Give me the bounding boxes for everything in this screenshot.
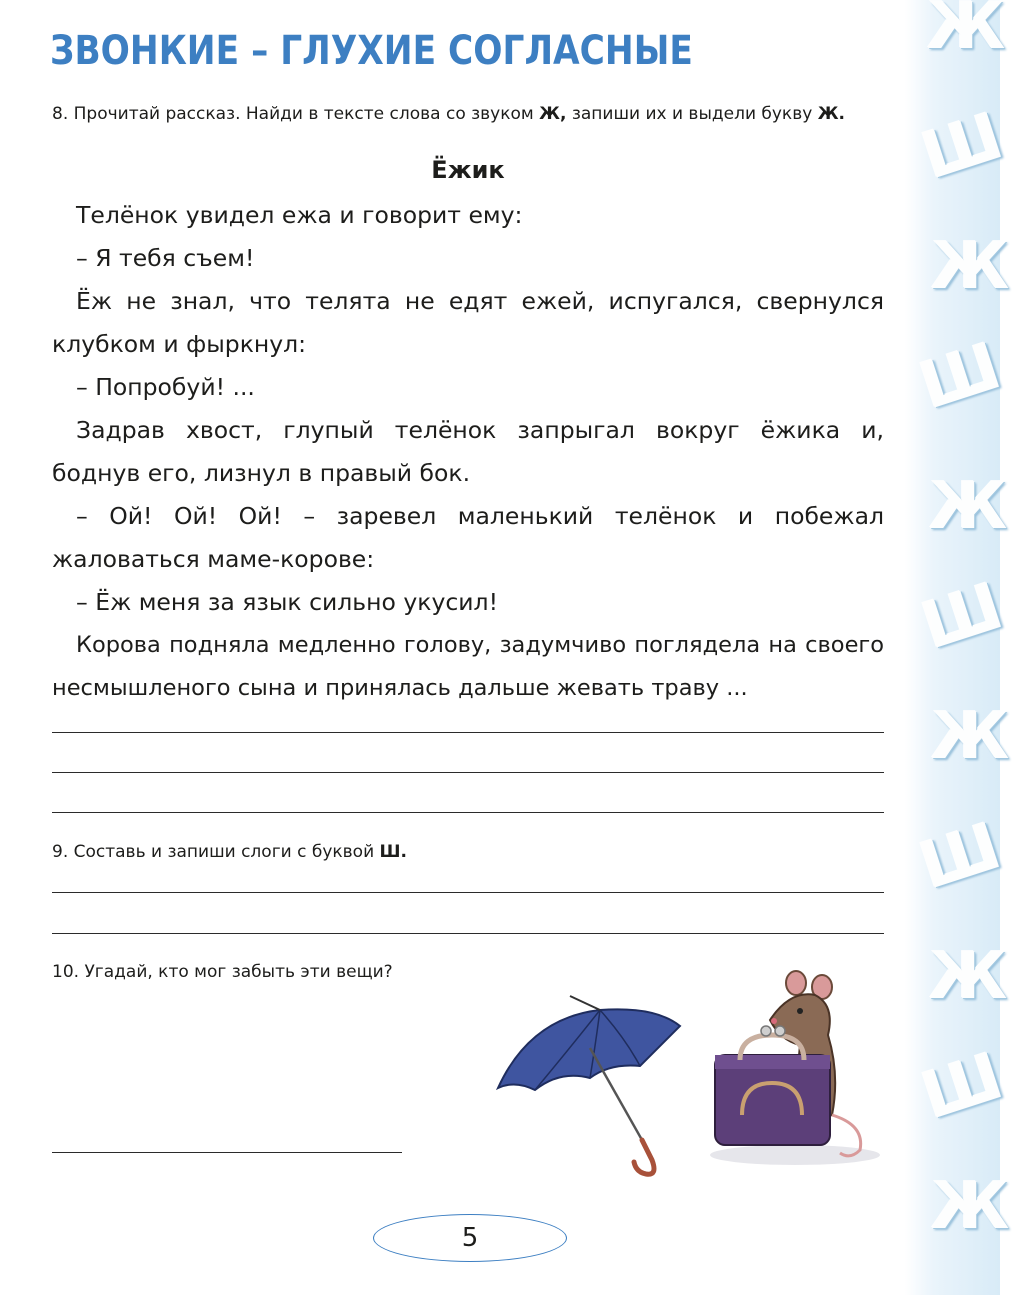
answer-line[interactable] (52, 812, 884, 813)
border-letter-zh-icon: Ж (931, 1170, 1010, 1244)
border-letter-sh-icon: Ш (913, 99, 1012, 195)
border-letter-zh-icon: Ж (931, 230, 1010, 304)
border-letter-zh-icon: Ж (927, 0, 1006, 64)
border-letter-sh-icon: Ш (913, 569, 1012, 665)
answer-line[interactable] (52, 892, 884, 893)
story-title: Ёжик (431, 156, 505, 184)
story-paragraph: – Ой! Ой! Ой! – заревел маленький телёнок и побежал жаловаться маме-корове: (52, 502, 884, 573)
page-number: 5 (373, 1214, 567, 1262)
border-letter-zh-icon: Ж (929, 940, 1008, 1014)
story-paragraph: Ёж не знал, что телята не едят ежей, испугался, свернулся клубком и фыркнул: (52, 287, 884, 358)
answer-line[interactable] (52, 933, 884, 934)
page-title: ЗВОНКИЕ – ГЛУХИЕ СОГЛАСНЫЕ (50, 28, 693, 74)
story-paragraph: Корова подняла медленно голову, задумчиво поглядела на своего несмышленого сына и принялась дальше жевать траву ... (52, 632, 884, 701)
task-8-instruction: 8. Прочитай рассказ. Найди в тексте слова со звуком Ж, запиши их и выдели букву Ж. (52, 104, 845, 124)
story-paragraph: Телёнок увидел ежа и говорит ему: (76, 201, 523, 229)
story-paragraph: – Ёж меня за язык сильно укусил! (76, 588, 499, 616)
border-letter-zh-icon: Ж (931, 700, 1010, 774)
decorative-letter-border (905, 0, 1012, 1295)
story-paragraph: – Я тебя съем! (76, 244, 255, 272)
story-paragraph: Задрав хвост, глупый телёнок запрыгал вокруг ёжика и, боднув его, лизнул в правый бок. (52, 416, 884, 487)
border-letter-sh-icon: Ш (913, 1039, 1012, 1135)
answer-line[interactable] (52, 772, 884, 773)
answer-line[interactable] (52, 1152, 402, 1153)
story-text (52, 194, 884, 710)
task-10-instruction: 10. Угадай, кто мог забыть эти вещи? (52, 962, 393, 982)
umbrella-icon (490, 988, 690, 1178)
answer-line[interactable] (52, 732, 884, 733)
task-9-instruction: 9. Составь и запиши слоги с буквой Ш. (52, 842, 407, 862)
story-paragraph: – Попробуй! ... (76, 373, 255, 401)
border-letter-zh-icon: Ж (929, 470, 1008, 544)
mouse-with-bag-icon (700, 965, 890, 1170)
border-letter-sh-icon: Ш (911, 809, 1010, 905)
border-letter-sh-icon: Ш (911, 329, 1010, 425)
